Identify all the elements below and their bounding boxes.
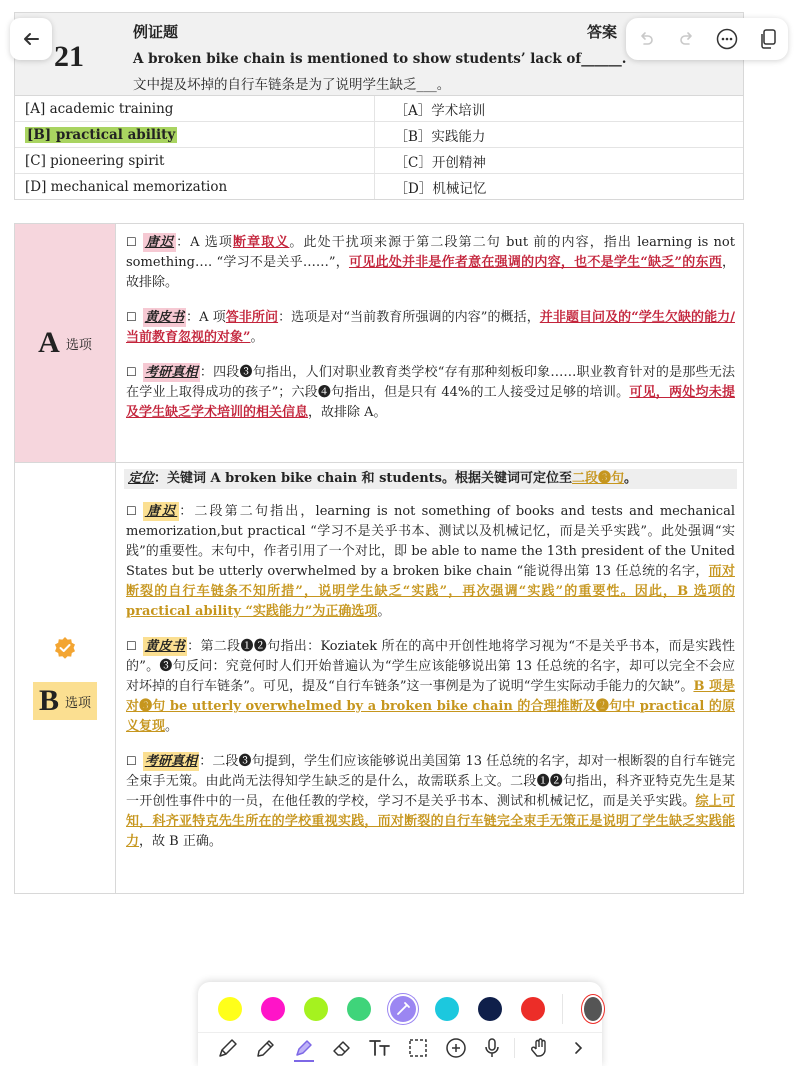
answer-label: 答案 [587, 23, 618, 41]
redo-button[interactable] [672, 24, 702, 54]
color-swatch-purple-selected[interactable] [390, 996, 416, 1022]
locate-line: 定位：关键词 A broken bike chain 和 students。根据关键词可定位至二段❸句。 [124, 469, 737, 489]
top-tools [626, 18, 788, 60]
add-icon [444, 1036, 468, 1060]
option-cn: ［D］机械记忆 [374, 174, 744, 199]
chevron-right-icon [569, 1039, 587, 1057]
option-cn: ［B］实践能力 [374, 122, 744, 147]
text-tool-button[interactable] [366, 1034, 394, 1062]
color-swatch-yellow[interactable] [218, 997, 242, 1021]
pen-tool-button[interactable] [214, 1034, 242, 1062]
back-button[interactable] [10, 18, 52, 60]
option-en: [A] academic training [25, 100, 174, 117]
source-tag: 唐迟 [144, 504, 178, 519]
color-swatch-navy[interactable] [478, 997, 502, 1021]
option-en-correct: [B] practical ability [27, 126, 176, 143]
color-palette [198, 988, 602, 1030]
option-b-cell [15, 463, 116, 893]
question-stem-en: A broken bike chain is mentioned to show students’ lack of______. [133, 51, 627, 67]
selected-tool-indicator [294, 1060, 314, 1062]
pencil-tool-button[interactable] [252, 1034, 280, 1062]
analysis-paragraph: ☐ 唐迟 ：A 选项断章取义。此处干扰项来源于第二段第二句 but 前的内容，指出 learning is not something…. “学习不是关乎……”，可见此处并非是作者意在强调的内容，也不是学生“缺乏”的东西，故排除。 [126, 235, 735, 290]
expand-button[interactable] [564, 1034, 592, 1062]
text-icon [367, 1036, 393, 1060]
mic-button[interactable] [478, 1034, 506, 1062]
analysis-paragraph: ☐ 唐迟 ：二段第二句指出，learning is not something of books and tests and mechanical memorization,but practical “学习不是关乎书本、测试以及机械记忆，而是关乎实践”。此处强调“实践”的重要性。末句中，作者引用了一个对比，即 be able to name the 13th president of the United States but be utterly overwhelmed by a broken bike chain “能说得出第 13 任总统的名字，而对断裂的自行车链条不知所措”，说明学生缺乏“实践”，再次强调“实践”的重要性。因此，B 选项的 practical ability “实践能力”为正确选项。 [126, 504, 735, 619]
question-number: 21 [54, 40, 84, 73]
eraser-icon [330, 1036, 354, 1060]
option-letter: A [38, 326, 60, 359]
lasso-icon [406, 1036, 430, 1060]
tool-row [198, 1030, 602, 1066]
option-cn: ［A］学术培训 [374, 96, 744, 121]
verified-badge-icon [53, 636, 77, 660]
analysis-table [14, 223, 744, 894]
arrow-left-icon [21, 29, 41, 49]
custom-color-button[interactable] [584, 997, 602, 1021]
option-letter: B [38, 684, 59, 717]
copy-icon [758, 28, 778, 50]
color-swatch-red[interactable] [521, 997, 545, 1021]
more-icon [716, 28, 738, 50]
source-tag: 黄皮书 [144, 310, 185, 325]
color-swatch-magenta[interactable] [261, 997, 285, 1021]
pen-icon [216, 1036, 240, 1060]
option-sub-label: 选项 [65, 695, 92, 711]
eraser-tool-button[interactable] [328, 1034, 356, 1062]
analysis-paragraph: ☐ 考研真相 ：四段❸句指出，人们对职业教育类学校“存有那种刻板印象……职业教育针对的是那些无法在学业上取得成功的孩子”；六段❹句指出，但是只有 44%的工人接受过足够的培训。可见，两处均未提及学生缺乏学术培训的相关信息，故排除 A。 [126, 365, 735, 420]
option-sub-label: 选项 [65, 337, 92, 353]
color-swatch-lime[interactable] [304, 997, 328, 1021]
option-row [15, 122, 743, 148]
hand-tool-button[interactable] [526, 1034, 554, 1062]
option-en: [C] pioneering spirit [25, 152, 165, 169]
undo-icon [636, 29, 656, 49]
color-swatch-cyan[interactable] [435, 997, 459, 1021]
highlighter-tool-button[interactable] [290, 1034, 318, 1062]
mic-icon [480, 1036, 504, 1060]
option-a-analysis [116, 224, 743, 462]
color-swatch-green[interactable] [347, 997, 371, 1021]
redo-icon [677, 29, 697, 49]
option-b-analysis [116, 463, 743, 893]
source-tag: 唐迟 [144, 235, 175, 250]
pencil-icon [254, 1036, 278, 1060]
source-tag: 黄皮书 [144, 639, 186, 654]
option-a-cell [15, 224, 116, 462]
source-tag: 考研真相 [144, 754, 198, 769]
analysis-paragraph: ☐ 黄皮书 ：第二段❶❷句指出：Koziatek 所在的高中开创性地将学习视为“不是关乎书本，而是实践性的”。❸句反问：究竟何时人们开始普遍认为“学生应该能够说出第 13 任总统的名字，却可以完全不会应对坏掉的自行车链条”。可见，提及“自行车链条”这一事例是为了说明“学生实际动手能力的欠缺”。B 项是对❸句 be utterly overwhelmed by a broken bike chain 的合理推断及❷句中 practical 的原义复现。 [126, 639, 736, 734]
more-button[interactable] [712, 24, 742, 54]
analysis-paragraph: ☐ 黄皮书 ：A 项答非所问：选项是对“当前教育所强调的内容”的概括，并非题目问及的“学生欠缺的能力/当前教育忽视的对象”。 [126, 310, 735, 345]
option-row [15, 148, 743, 174]
question-stem-cn: 文中提及坏掉的自行车链条是为了说明学生缺乏___。 [133, 77, 451, 93]
option-row [15, 174, 743, 199]
analysis-paragraph: ☐ 考研真相 ：二段❸句提到，学生们应该能够说出美国第 13 任总统的名字，却对一根断裂的自行车链完全束手无策。由此尚无法得知学生缺乏的是什么，故需联系上文。二段❶❷句指出，科齐亚特克先生是某一开创性事件中的一员，在他任教的学校，学习不是关乎书本、测试和机械记忆，而是关乎实践。综上可知，科齐亚特克先生所在的学校重视实践，而对断裂的自行车链完全束手无策正是说明了学生缺乏实践能力，故 B 正确。 [126, 754, 735, 849]
analysis-row-b [15, 463, 743, 893]
copy-button[interactable] [753, 24, 783, 54]
source-tag: 考研真相 [144, 365, 198, 380]
highlighter-icon [292, 1036, 316, 1060]
pen-icon [390, 996, 416, 1022]
hand-icon [528, 1036, 552, 1060]
add-button[interactable] [442, 1034, 470, 1062]
analysis-row-a [15, 224, 743, 463]
lasso-tool-button[interactable] [404, 1034, 432, 1062]
drawing-toolbar [198, 982, 602, 1066]
question-type-label: 例证题 [133, 23, 179, 41]
option-en: [D] mechanical memorization [25, 178, 228, 195]
undo-button[interactable] [631, 24, 661, 54]
option-cn: ［C］开创精神 [374, 148, 744, 173]
option-row [15, 96, 743, 122]
